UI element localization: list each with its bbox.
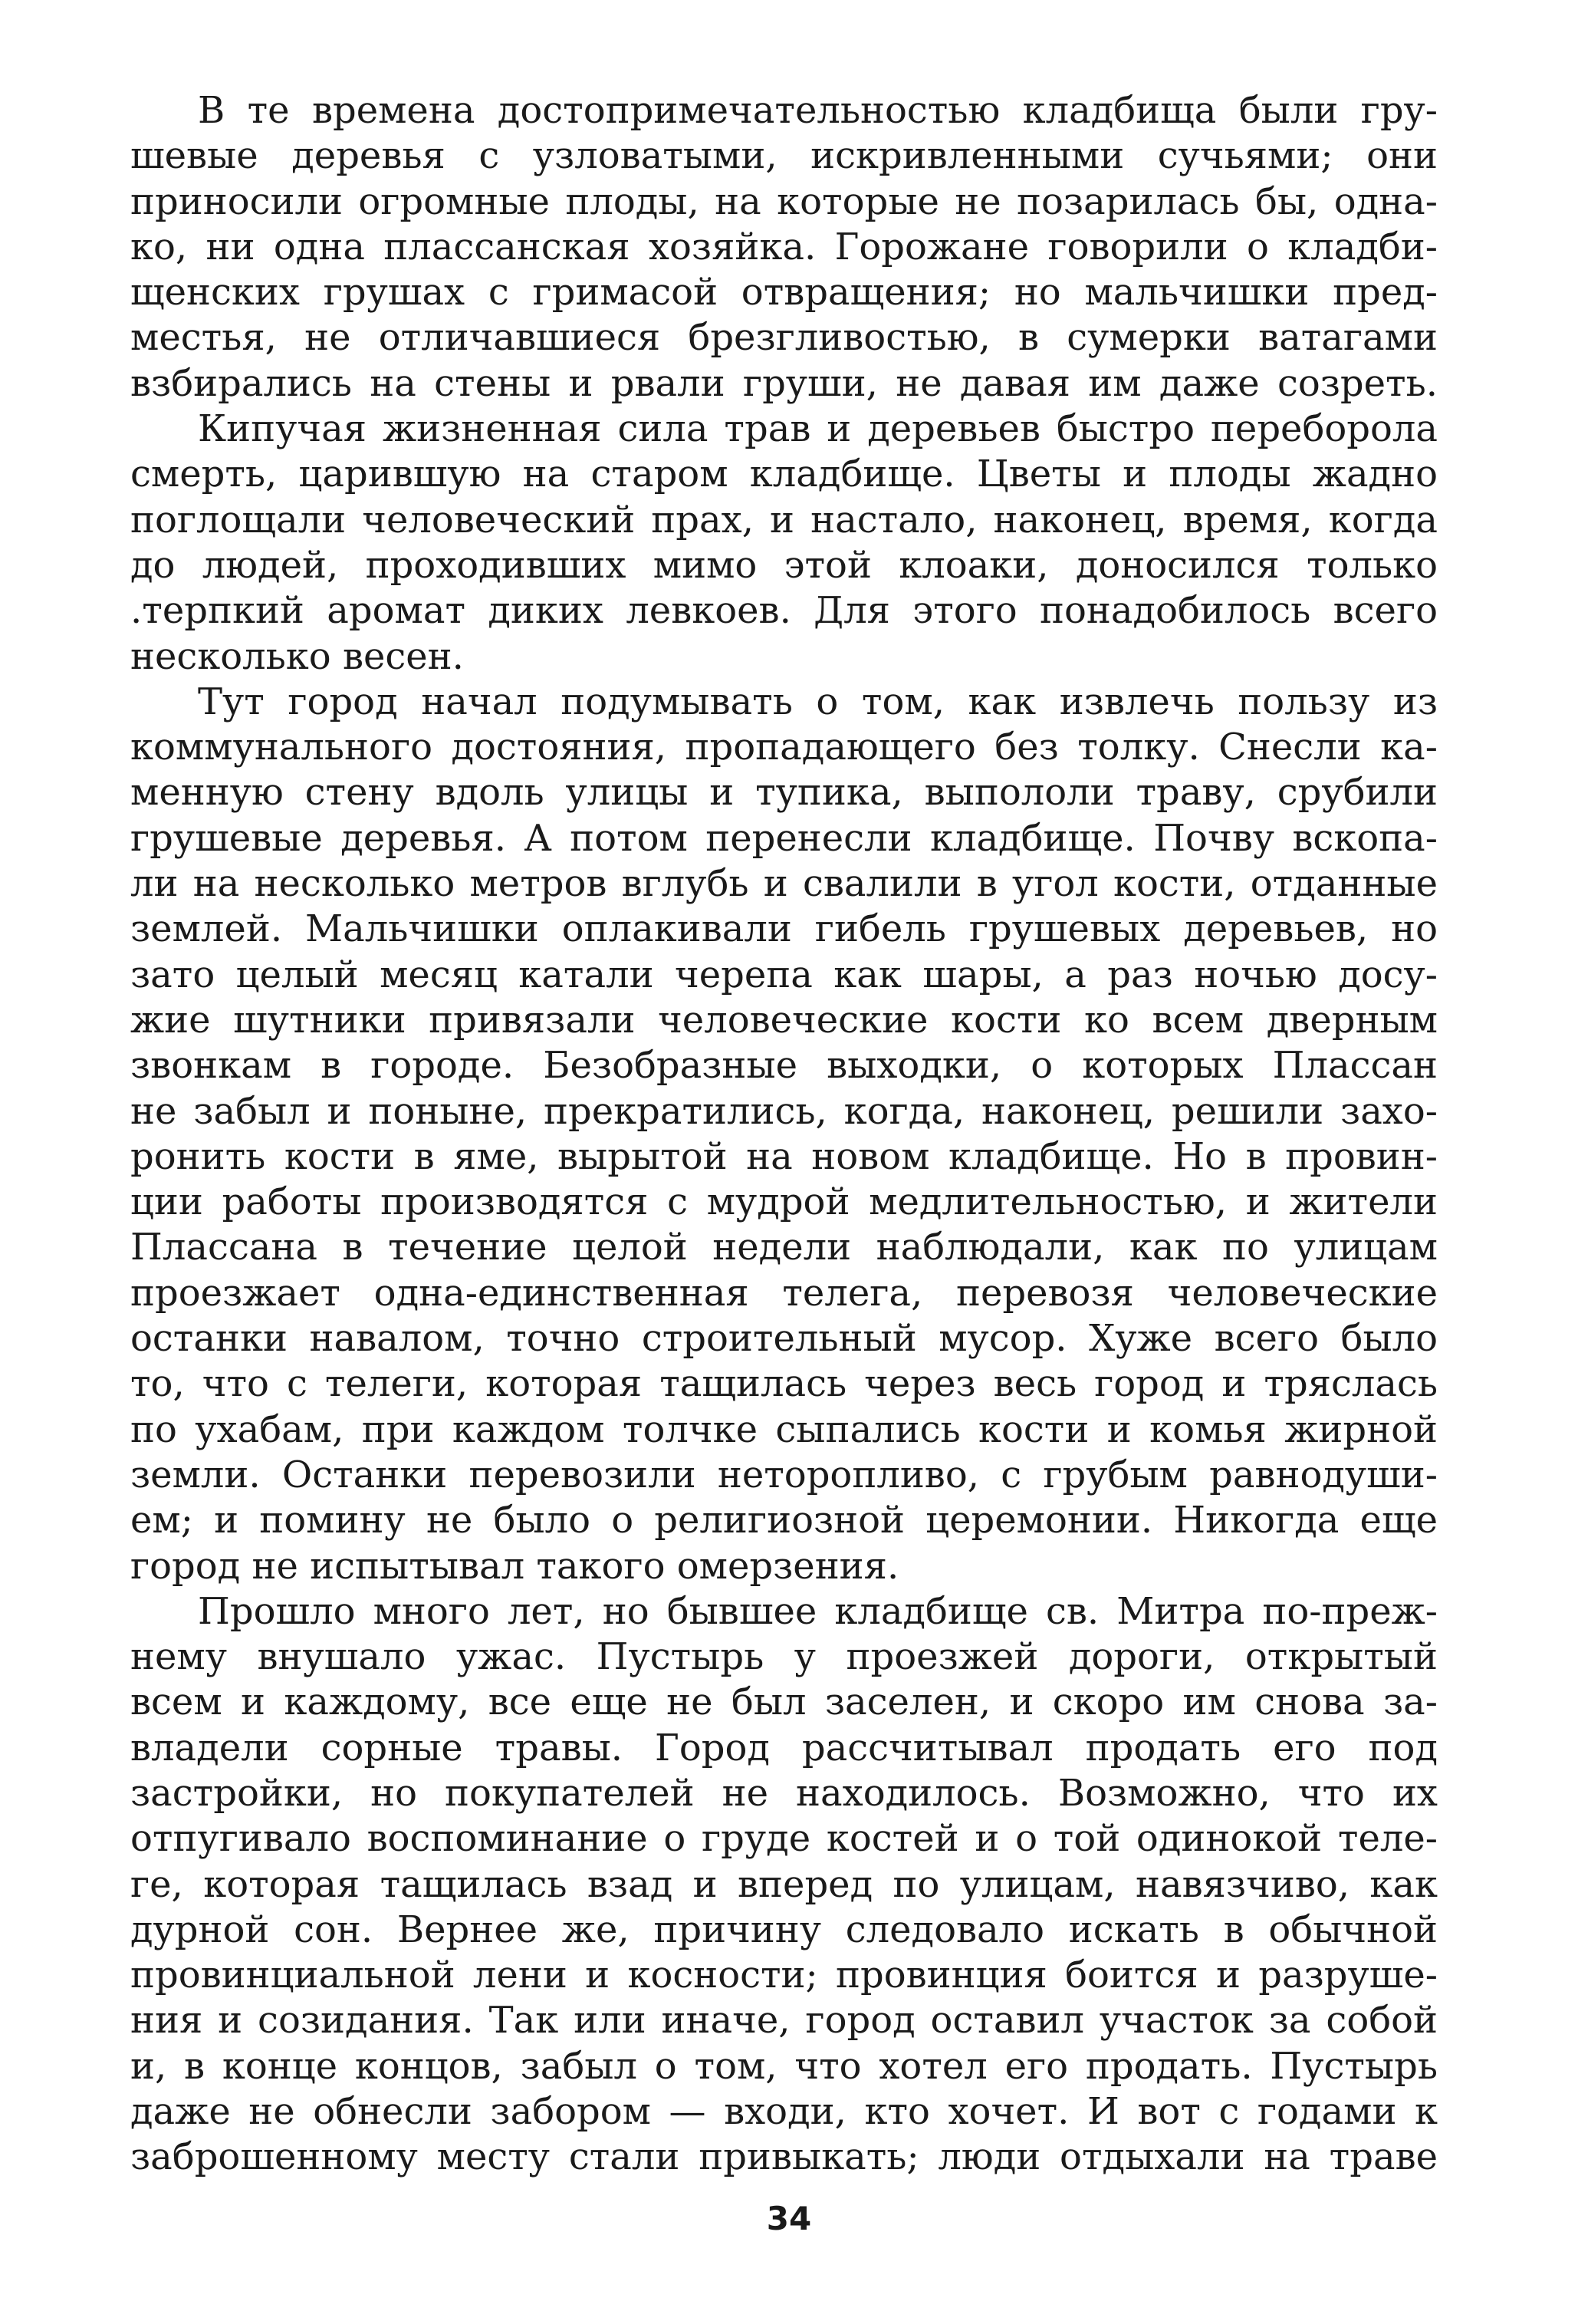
paragraph-3: [130, 680, 1438, 1589]
text-line: шевые деревья с узловатыми, искривленными сучьями; они: [130, 134, 1438, 178]
text-line: нему внушало ужас. Пустырь у проезжей дороги, открытый: [130, 1635, 1438, 1679]
text-line: Тут город начал подумывать о том, как извлечь пользу из: [198, 680, 1438, 723]
text-line: ем; и помину не было о религиозной церемонии. Никогда еще: [130, 1499, 1438, 1542]
page-number: 34: [766, 2200, 812, 2237]
text-line: взбирались на стены и рвали груши, не давая им даже созреть.: [130, 361, 1438, 405]
text-line: не забыл и поныне, прекратились, когда, наконец, решили захо-: [130, 1089, 1438, 1133]
text-line: до людей, проходивших мимо этой клоаки, доносился только: [130, 543, 1438, 587]
text-line: звонкам в городе. Безобразные выходки, о которых Плассан: [130, 1044, 1438, 1088]
text-line: по ухабам, при каждом толчке сыпались кости и комья жирной: [130, 1407, 1438, 1451]
text-line: грушевые деревья. А потом перенесли кладбище. Почву вскопа-: [130, 816, 1438, 860]
text-line: даже не обнесли забором — входи, кто хочет. И вот с годами к: [130, 2090, 1438, 2134]
text-line: и, в конце концов, забыл о том, что хотел его продать. Пустырь: [130, 2044, 1438, 2088]
text-line: ге, которая тащилась взад и вперед по улицам, навязчиво, как: [130, 1862, 1438, 1906]
text-line: щенских грушах с гримасой отвращения; но мальчишки пред-: [130, 271, 1438, 314]
text-line: то, что с телеги, которая тащилась через весь город и тряслась: [130, 1362, 1438, 1406]
text-line: В те времена достопримечательностью кладбища были гру-: [198, 89, 1438, 132]
text-line: ронить кости в яме, вырытой на новом кладбище. Но в провин-: [130, 1134, 1438, 1178]
text-line: смерть, царившую на старом кладбище. Цветы и плоды жадно: [130, 453, 1438, 496]
text-line: землей. Мальчишки оплакивали гибель грушевых деревьев, но: [130, 907, 1438, 951]
text-line: провинциальной лени и косности; провинция боится и разруше-: [130, 1954, 1438, 1997]
text-line: останки навалом, точно строительный мусор. Хуже всего было: [130, 1317, 1438, 1361]
text-line: приносили огромные плоды, на которые не позарилась бы, одна-: [130, 179, 1438, 223]
text-line: ко, ни одна плассанская хозяйка. Горожане говорили о кладби-: [130, 225, 1438, 268]
page-body: [130, 88, 1438, 2181]
paragraph-1: [130, 88, 1438, 407]
text-line: несколько весен.: [130, 634, 464, 678]
text-line: поглощали человеческий прах, и настало, наконец, время, когда: [130, 498, 1438, 541]
paragraph-2: [130, 407, 1438, 680]
text-line: жие шутники привязали человеческие кости ко всем дверным: [130, 998, 1438, 1042]
text-line: ния и созидания. Так или иначе, город оставил участок за собой: [130, 1999, 1438, 2043]
text-line: проезжает одна-единственная телега, перевозя человеческие: [130, 1271, 1438, 1315]
text-line: земли. Останки перевозили неторопливо, с грубым равнодуши-: [130, 1453, 1438, 1496]
text-line: всем и каждому, все еще не был заселен, и скоро им снова за-: [130, 1680, 1438, 1724]
text-line: город не испытывал такого омерзения.: [130, 1544, 899, 1588]
text-line: коммунального достояния, пропадающего без толку. Снесли ка-: [130, 726, 1438, 769]
text-line: заброшенному месту стали привыкать; люди отдыхали на траве: [130, 2135, 1438, 2179]
text-line: отпугивало воспоминание о груде костей и о той одинокой теле-: [130, 1817, 1438, 1861]
paragraph-4: [130, 1589, 1438, 2181]
text-line: менную стену вдоль улицы и тупика, выпололи траву, срубили: [130, 771, 1438, 815]
text-line: ли на несколько метров вглубь и свалили в угол кости, отданные: [130, 862, 1438, 906]
text-line: зато целый месяц катали черепа как шары, а раз ночью досу-: [130, 953, 1438, 996]
text-line: Прошло много лет, но бывшее кладбище св. Митра по-преж-: [198, 1589, 1438, 1633]
text-line: Плассана в течение целой недели наблюдали, как по улицам: [130, 1226, 1438, 1269]
text-line: владели сорные травы. Город рассчитывал продать его под: [130, 1726, 1438, 1769]
text-line: застройки, но покупателей не находилось. Возможно, что их: [130, 1771, 1438, 1815]
text-line: местья, не отличавшиеся брезгливостью, в сумерки ватагами: [130, 316, 1438, 360]
text-line: .терпкий аромат диких левкоев. Для этого понадобилось всего: [130, 589, 1438, 633]
text-line: ции работы производятся с мудрой медлительностью, и жители: [130, 1180, 1438, 1224]
text-line: дурной сон. Вернее же, причину следовало искать в обычной: [130, 1908, 1438, 1951]
text-line: Кипучая жизненная сила трав и деревьев быстро переборола: [198, 407, 1438, 451]
